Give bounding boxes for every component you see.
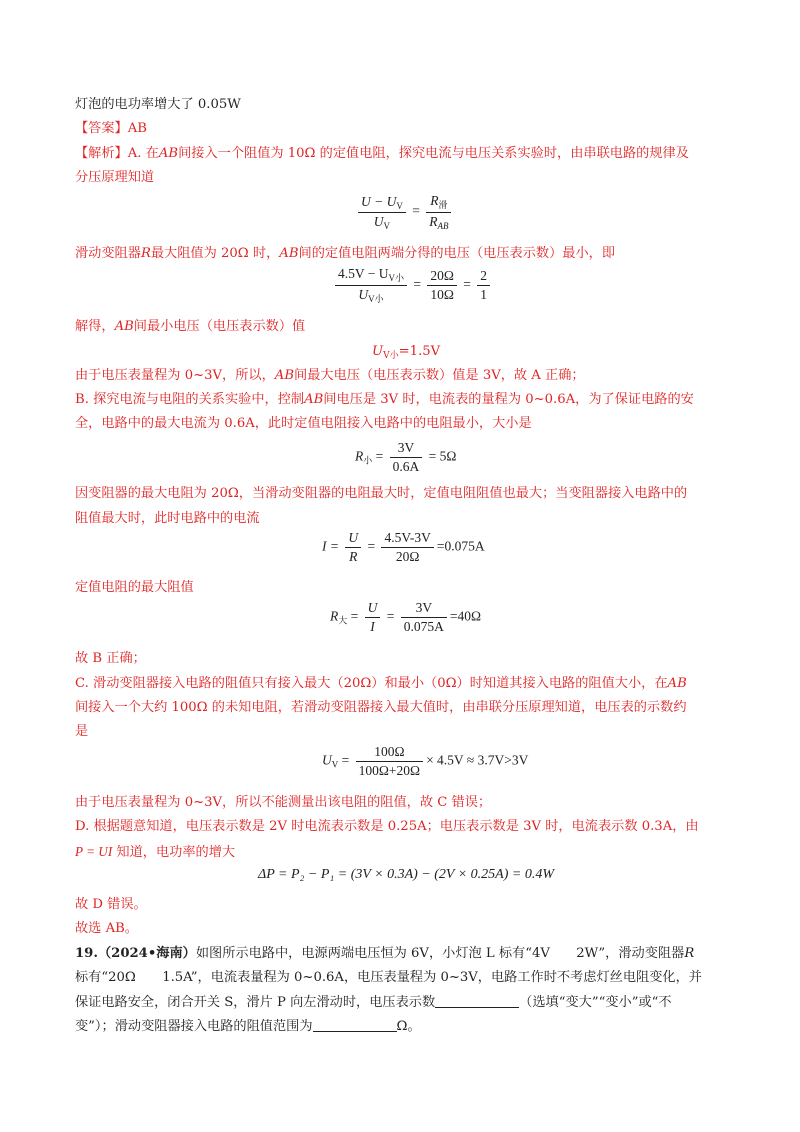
equation-1: $\frac{U - U_V}{U_V}$ = $\frac{R_滑}{R_{AB}}$ (355, 193, 454, 231)
text-line: 故 D 错误。 (75, 897, 147, 912)
text-line: 由于电压表量程为 0~3V，所以，AB间最大电压（电压表示数）值是 3V，故 A 正确； (75, 368, 585, 383)
text-line: 变”）；滑动变阻器接入电路的阻值范围为 Ω。 (75, 1019, 421, 1034)
answer-line: 【答案】AB (75, 121, 147, 136)
text-line: 定值电阻的最大阻值 (75, 580, 194, 595)
question-number: 19. (75, 946, 98, 961)
result-line: $U_{V小}=1.5V$ (372, 344, 441, 361)
equation-6: $U_V$ = $\frac{100\Omega}{100\Omega+20\Omega}$ × 4.5V ≈ 3.7V>3V (322, 744, 529, 778)
text-line: 阻值最大时，此时电路中的电流 (75, 511, 260, 526)
text-line: 全，电路中的最大电流为 0.6A，此时定值电阻接入电路中的电阻最小，大小是 (75, 416, 532, 431)
text-line: 因变阻器的最大电阻为 20Ω，当滑动变阻器的电阻最大时，定值电阻阻值也最大；当变阻器接入电路中的 (75, 486, 688, 501)
text-line: P = UI 知道，电功率的增大 (75, 844, 236, 860)
text-line: B. 探究电流与电阻的关系实验中，控制AB间电压是 3V 时，电流表的量程为 0~0.6A，为了保证电路的安 (75, 392, 694, 407)
text-line: 分压原理知道 (75, 170, 155, 185)
text-line: 灯泡的电功率增大了 0.05W (75, 97, 241, 112)
text-line: D. 根据题意知道，电压表示数是 2V 时电流表示数是 0.25A；电压表示数是 3V 时，电流表示数 0.3A，由 (75, 819, 699, 834)
question-source: （2024•海南） (97, 946, 196, 961)
text-line: 间接入一个大约 100Ω 的未知电阻，若滑动变阻器接入最大值时，由串联分压原理知道，电压表的示数约 (75, 700, 687, 715)
text-line: 保证电路安全，闭合开关 S，滑片 P 向左滑动时，电压表示数 （选填“变大”“变小”或“不 (75, 995, 672, 1010)
answer-blank-2[interactable] (313, 1017, 397, 1032)
text-line: 是 (75, 724, 89, 739)
text-line: 滑动变阻器R最大阻值为 20Ω 时，AB间的定值电阻两端分得的电压（电压表示数）最小，即 (75, 246, 616, 261)
text-line: 标有“20Ω 1.5A”，电流表量程为 0~0.6A，电压表量程为 0~3V，电路工作时不考虑灯丝电阻变化，并 (75, 970, 702, 985)
analysis-line: 【解析】A. 在AB间接入一个阻值为 10Ω 的定值电阻，探究电流与电压关系实验时，由串联电路的规律及 (75, 146, 689, 161)
equation-3: $R_小$ = $\frac{3V}{0.6A}$ = 5Ω (355, 440, 457, 474)
question-19-line: 19.（2024•海南）如图所示电路中，电源两端电压恒为 6V，小灯泡 L 标有“4V 2W”，滑动变阻器R (75, 946, 695, 961)
equation-5: $R_大$ = $\frac{U}{I}$ = $\frac{3V}{0.075A}$ =40Ω (330, 600, 482, 634)
text-line: 由于电压表量程为 0~3V，所以不能测量出该电阻的阻值，故 C 错误； (75, 795, 492, 810)
equation-4: I = $\frac{U}{R}$ = $\frac{4.5V-3V}{20\Omega}$ =0.075A (322, 530, 485, 564)
text-line: 解得，AB间最小电压（电压表示数）值 (75, 319, 306, 334)
equation-2: $\frac{4.5V - U_{V小}}{U_{V小}}$ = $\frac{20\Omega}{10\Omega}$ = $\frac{2}{1}$ (332, 266, 493, 305)
equation-7: ΔP = P₂ − P₁ = (3V × 0.3A) − (2V × 0.25A) = 0.4W (258, 867, 554, 882)
text-line: C. 滑动变阻器接入电路的阻值只有接入最大（20Ω）和最小（0Ω）时知道其接入电路的阻值大小，在AB (75, 676, 687, 691)
answer-blank-1[interactable] (435, 993, 519, 1008)
text-line: 故 B 正确； (75, 651, 146, 666)
text-line: 故选 AB。 (75, 921, 138, 936)
